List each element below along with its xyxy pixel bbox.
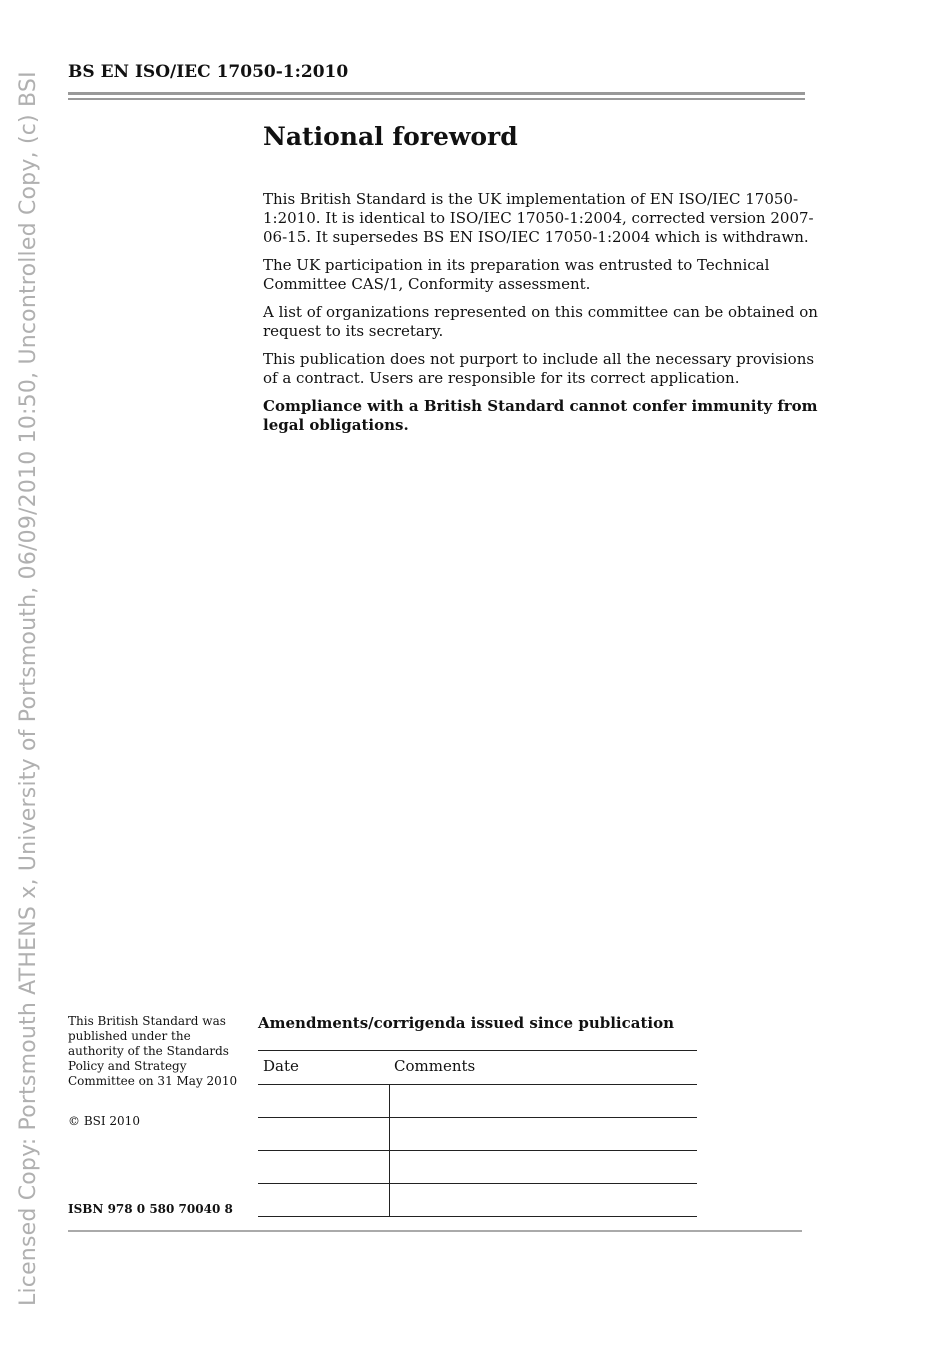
amendments-table xyxy=(258,1050,697,1217)
date-cell xyxy=(258,1118,389,1151)
comments-cell xyxy=(389,1085,697,1118)
comments-cell xyxy=(389,1118,697,1151)
column-header-date: Date xyxy=(258,1051,389,1085)
paragraph-contract: This publication does not purport to include all the necessary provisions of a contract. Users are responsible for its correct application. xyxy=(263,350,815,387)
amendments-title: Amendments/corrigenda issued since publication xyxy=(258,1014,674,1032)
date-cell xyxy=(258,1151,389,1184)
copyright-notice: © BSI 2010 xyxy=(68,1114,140,1128)
column-header-comments: Comments xyxy=(389,1051,697,1085)
table-header-row xyxy=(258,1051,697,1085)
table-row xyxy=(258,1151,697,1184)
comments-cell xyxy=(389,1184,697,1217)
page-title: National foreword xyxy=(263,122,518,151)
footer-rule xyxy=(68,1230,802,1232)
publication-statement: This British Standard was published under the authority of the Standards Policy and Strategy Committee on 31 May 2010 xyxy=(68,1014,238,1088)
paragraph-organizations: A list of organizations represented on this committee can be obtained on request to its secretary. xyxy=(263,303,818,340)
license-watermark: Licensed Copy: Portsmouth ATHENS x, University of Portsmouth, 06/09/2010 10:50, Uncontrolled Copy, (c) BSI xyxy=(16,71,41,1306)
table-row xyxy=(258,1118,697,1151)
isbn: ISBN 978 0 580 70040 8 xyxy=(68,1202,233,1216)
date-cell xyxy=(258,1184,389,1217)
paragraph-participation: The UK participation in its preparation was entrusted to Technical Committee CAS/1, Conformity assessment. xyxy=(263,256,770,293)
foreword-body xyxy=(263,190,823,444)
date-cell xyxy=(258,1085,389,1118)
compliance-notice: Compliance with a British Standard cannot confer immunity from legal obligations. xyxy=(263,397,818,434)
comments-cell xyxy=(389,1151,697,1184)
paragraph-implementation: This British Standard is the UK implementation of EN ISO/IEC 17050-1:2010. It is identical to ISO/IEC 17050-1:2004, corrected version 2007-06-15. It supersedes BS EN ISO/IEC 17050-1:2004 which is withdrawn. xyxy=(263,190,814,246)
document-reference: BS EN ISO/IEC 17050-1:2010 xyxy=(68,62,349,82)
table-row xyxy=(258,1184,697,1217)
header-rule-top xyxy=(68,92,805,95)
header-rule-bottom xyxy=(68,98,805,100)
publication-info xyxy=(68,1014,238,1089)
table-row xyxy=(258,1085,697,1118)
